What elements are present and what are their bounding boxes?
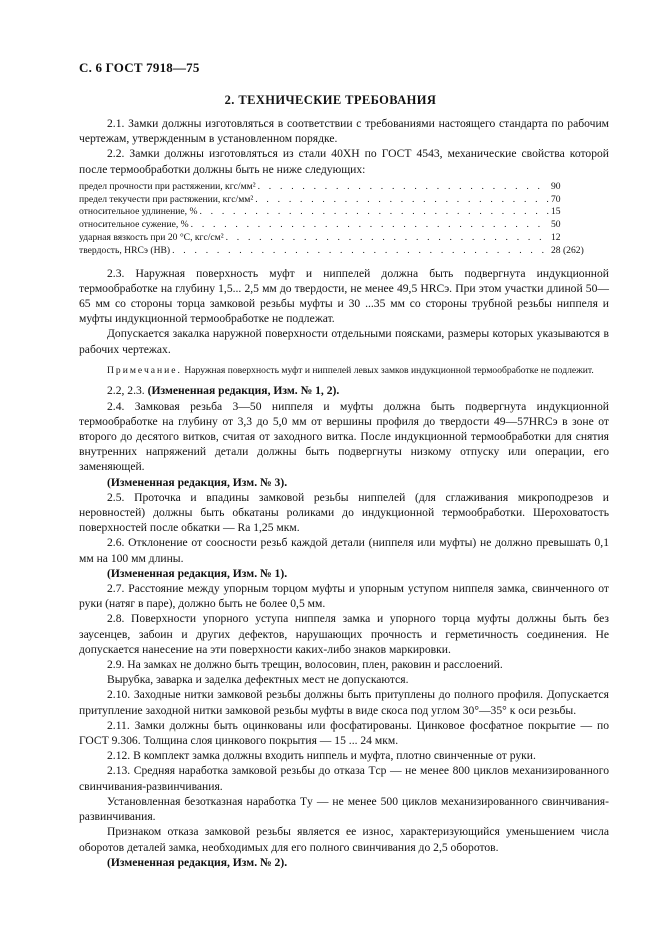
clause-2-3-allowance: Допускается закалка наружной поверхности отдельными поясками, размеры которых указываются в рабочих чертежах. (79, 327, 609, 356)
clause-2-13: 2.13. Средняя наработка замковой резьбы до отказа Tср — не менее 800 циклов механизированного свинчивания-развинчивания. (79, 764, 609, 793)
page-header: С. 6 ГОСТ 7918—75 (79, 60, 200, 75)
amendment-note: (Измененная редакция, Изм. № 3). (107, 475, 288, 489)
clause-2-6: 2.6. Отклонение от соосности резьб каждой детали (ниппеля или муфты) не должно превышать 0,1 мм на 100 мм длины. (79, 536, 609, 565)
clause-2-4: 2.4. Замковая резьба 3—50 ниппеля и муфты должна быть подвергнута индукционной термообработке на глубину от 3,3 до 5,0 мм от вершины профиля до твердости 49—57HRCэ в зоне от второго до десятого витков, считая от заходного витка. После индукционной термообработки для снятия внутренних напряжений детали должны быть подвергнуты низкому отпуску или операции, его заменяющей. (79, 399, 609, 474)
property-row (79, 181, 609, 194)
property-label: ударная вязкость при 20 °С, кгс/см² (79, 232, 224, 243)
property-value: 12 (551, 232, 561, 243)
clause-2-5: 2.5. Проточка и впадины замковой резьбы ниппелей (для сглаживания микроподрезов и неровностей) должны быть обкатаны роликами до индукционной термообработки. Шероховатость поверхностей после обкатки — Ra 1,25 мкм. (79, 490, 609, 535)
amendment-note (79, 383, 609, 398)
property-row (79, 194, 609, 207)
property-label: относительное удлинение, % (79, 206, 198, 218)
note-text: Наружная поверхность муфт и ниппелей левых замков индукционной термообработке не подлежит. (181, 364, 594, 376)
clause-2-9-defects: Вырубка, заварка и заделка дефектных мест не допускаются. (107, 673, 409, 687)
clause-2-2: 2.2. Замки должны изготовляться из стали 40ХН по ГОСТ 4543, механические свойства которой после термообработки должны быть не ниже следующих: (79, 147, 609, 176)
clause-2-8: 2.8. Поверхности упорного уступа ниппеля замка и упорного торца муфты должны быть без заусенцев, забоин и других дефектов, нарушающих прочность и герметичность соединения. Не допускается нанесение на эти поверхности каких-либо знаков маркировки. (79, 612, 609, 656)
amendment-text: (Измененная редакция, Изм. № 1, 2). (147, 384, 340, 398)
note-label: Примечание. (107, 364, 182, 376)
note (79, 365, 609, 378)
amendment-note: (Измененная редакция, Изм. № 1). (107, 566, 288, 580)
property-row (79, 232, 609, 245)
clause-2-9: 2.9. На замках не должно быть трещин, волосовин, плен, раковин и расслоений. (107, 658, 503, 672)
property-label: предел текучести при растяжении, кгс/мм² (79, 193, 254, 205)
property-value: 70 (551, 193, 561, 205)
clause-2-3: 2.3. Наружная поверхность муфт и ниппелей должна быть подвергнута индукционной термообработке на глубину 1,5... 2,5 мм до твердости, не менее 49,5 HRCэ. При этом участки длиной 50—65 мм со стороны торца замковой резьбы муфты и 30 ...35 мм со стороны трубной резьбы ниппеля и муфты индукционной термообработке не подлежат. (79, 266, 609, 326)
property-label: предел прочности при растяжении, кгс/мм² (79, 180, 256, 192)
clause-2-11: 2.11. Замки должны быть оцинкованы или фосфатированы. Цинковое фосфатное покрытие — по ГОСТ 9.306. Толщина слоя цинкового покрытия — 15 ... 24 мкм. (79, 718, 609, 748)
property-value: 28 (262) (551, 244, 584, 256)
mechanical-properties-list (79, 181, 609, 258)
property-value: 50 (551, 219, 561, 231)
clause-2-13-reliability: Установленная безотказная наработка Tу — не менее 500 циклов механизированного свинчивания-развинчивания. (79, 794, 609, 824)
amendment-clauses: 2.2, 2.3. (107, 384, 148, 398)
clause-2-13-failure: Признаком отказа замковой резьбы является ее износ, характеризующийся уменьшением числа оборотов деталей замка, необходимых для его полного свинчивания до 2,5 оборотов. (79, 825, 609, 854)
clause-2-10: 2.10. Заходные нитки замковой резьбы должны быть притуплены до полного профиля. Допускается притупление заходной нитки замковой резьбы муфты в виде скоса под углом 30°—35° к оси резьбы. (79, 688, 609, 717)
section-body (79, 116, 609, 870)
section-title: 2. ТЕХНИЧЕСКИЕ ТРЕБОВАНИЯ (224, 93, 437, 107)
property-label: относительное сужение, % (79, 219, 189, 231)
clause-2-1: 2.1. Замки должны изготовляться в соответствии с требованиями настоящего стандарта по рабочим чертежам, утвержденным в установленном порядке. (79, 117, 609, 146)
amendment-note: (Измененная редакция, Изм. № 2). (107, 855, 288, 869)
property-value: 15 (551, 206, 561, 218)
property-row (79, 206, 609, 219)
property-row (79, 219, 609, 232)
property-label: твердость, HRCэ (НВ) (79, 244, 171, 256)
property-row (79, 245, 609, 258)
clause-2-12: 2.12. В комплект замка должны входить ниппель и муфта, плотно свинченные от руки. (107, 749, 536, 763)
property-value: 90 (551, 180, 561, 192)
clause-2-7: 2.7. Расстояние между упорным торцом муфты и упорным уступом ниппеля замка, свинченного от руки (натяг в паре), должно быть не более 0,5 мм. (79, 582, 609, 611)
